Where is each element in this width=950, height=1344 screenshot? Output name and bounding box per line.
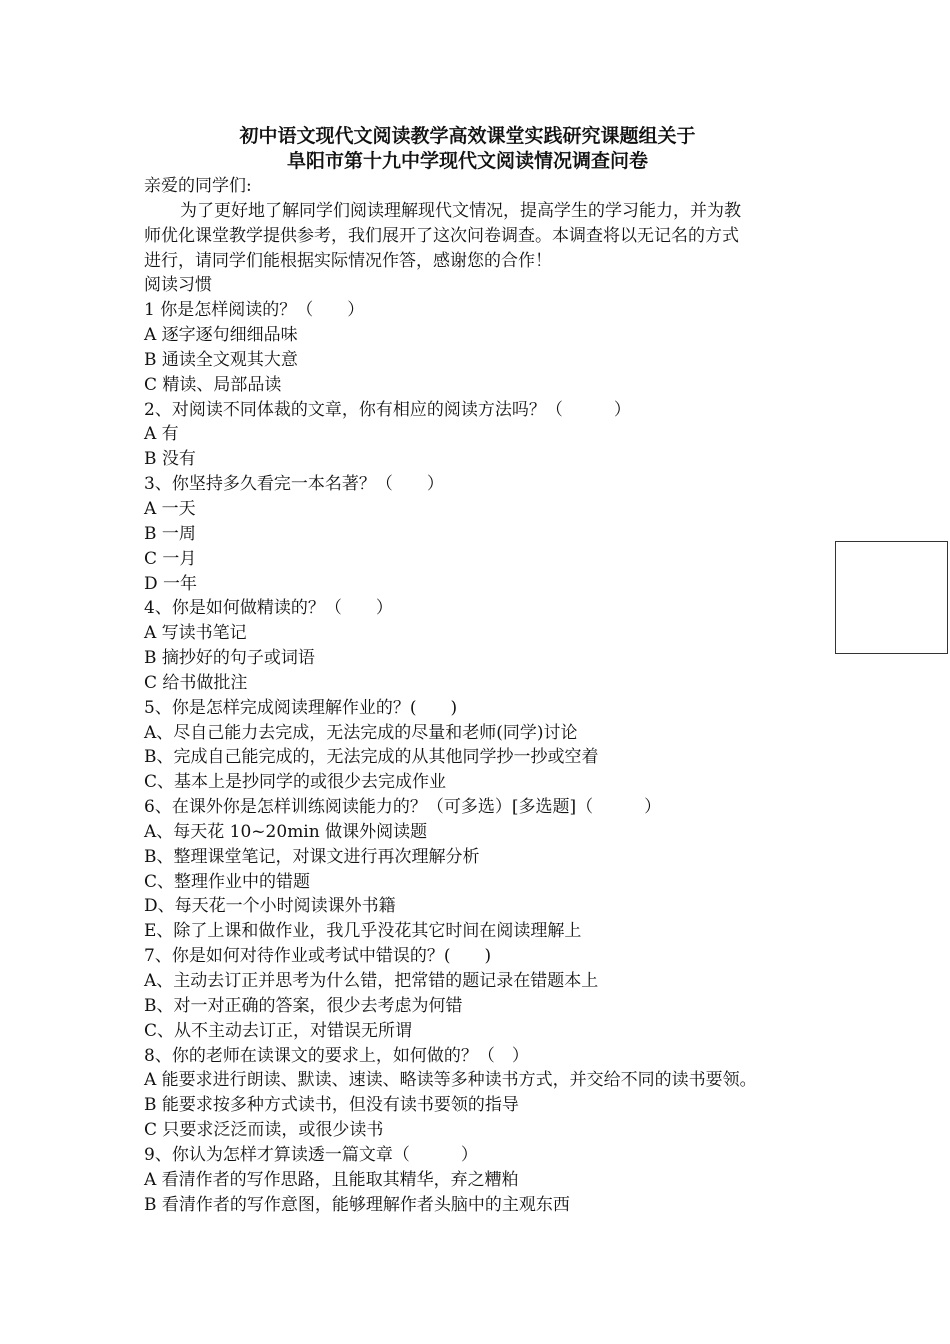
- question-7: 7、你是如何对待作业或考试中错误的？( ): [144, 946, 492, 967]
- option: A 一天: [144, 498, 196, 519]
- intro-line: 进行，请同学们能根据实际情况作答，感谢您的合作！: [144, 250, 552, 271]
- margin-box: [835, 541, 948, 654]
- option: C、从不主动去订正，对错误无所谓: [144, 1020, 413, 1041]
- option: C 只要求泛泛而读，或很少读书: [144, 1120, 384, 1141]
- option: A 逐字逐句细细品味: [144, 325, 298, 346]
- option: B 能要求按多种方式读书，但没有读书要领的指导: [144, 1095, 519, 1116]
- document-title-line-2: 阜阳市第十九中学现代文阅读情况调查问卷: [286, 150, 648, 172]
- question-2: 2、对阅读不同体裁的文章，你有相应的阅读方法吗？（ ）: [144, 399, 631, 420]
- option: B 一周: [144, 523, 196, 544]
- section-title: 阅读习惯: [144, 275, 212, 296]
- option: A、主动去订正并思考为什么错，把常错的题记录在错题本上: [144, 971, 599, 991]
- questionnaire-body: [144, 174, 824, 1217]
- option: B 没有: [144, 449, 196, 470]
- option: C 给书做批注: [144, 672, 248, 693]
- option: C、整理作业中的错题: [144, 871, 311, 892]
- option: B 通读全文观其大意: [144, 349, 298, 370]
- option: B 摘抄好的句子或词语: [144, 648, 315, 669]
- option: D 一年: [144, 573, 198, 594]
- question-9: 9、你认为怎样才算读透一篇文章（ ）: [144, 1144, 478, 1165]
- question-4: 4、你是如何做精读的？（ ）: [144, 598, 393, 619]
- document-title-line-1: 初中语文现代文阅读教学高效课堂实践研究课题组关于: [239, 125, 696, 147]
- option: A 写读书笔记: [144, 623, 247, 644]
- option: B、对一对正确的答案，很少去考虑为何错: [144, 995, 463, 1016]
- question-6: 6、在课外你是怎样训练阅读能力的？（可多选）[多选题]（ ）: [144, 797, 662, 818]
- greeting: 亲爱的同学们:: [144, 176, 252, 196]
- option: D、每天花一个小时阅读课外书籍: [144, 896, 396, 917]
- option: A 看清作者的写作思路，且能取其精华，弃之糟粕: [144, 1169, 519, 1190]
- option: A、尽自己能力去完成，无法完成的尽量和老师(同学)讨论: [144, 722, 578, 743]
- option: E、除了上课和做作业，我几乎没花其它时间在阅读理解上: [144, 921, 582, 942]
- option: B、整理课堂笔记，对课文进行再次理解分析: [144, 846, 480, 867]
- question-5: 5、你是怎样完成阅读理解作业的？( ): [144, 697, 458, 718]
- option: A、每天花 10~20min 做课外阅读题: [144, 821, 428, 842]
- option: C、基本上是抄同学的或很少去完成作业: [144, 772, 447, 793]
- intro-line: 师优化课堂教学提供参考，我们展开了这次问卷调查。本调查将以无记名的方式: [144, 225, 739, 246]
- option: C 精读、局部品读: [144, 374, 282, 395]
- intro-line: 为了更好地了解同学们阅读理解现代文情况，提高学生的学习能力，并为教: [180, 200, 741, 221]
- option: B 看清作者的写作意图，能够理解作者头脑中的主观东西: [144, 1194, 570, 1215]
- question-8: 8、你的老师在读课文的要求上，如何做的？（ ）: [144, 1045, 529, 1066]
- question-3: 3、你坚持多久看完一本名著？（ ）: [144, 474, 444, 495]
- option: C 一月: [144, 548, 197, 569]
- option: A 有: [144, 424, 179, 445]
- option: A 能要求进行朗读、默读、速读、略读等多种读书方式，并交给不同的读书要领。: [144, 1070, 757, 1091]
- option: B、完成自己能完成的，无法完成的从其他同学抄一抄或空着: [144, 747, 599, 768]
- question-1: 1 你是怎样阅读的？（ ）: [144, 300, 365, 321]
